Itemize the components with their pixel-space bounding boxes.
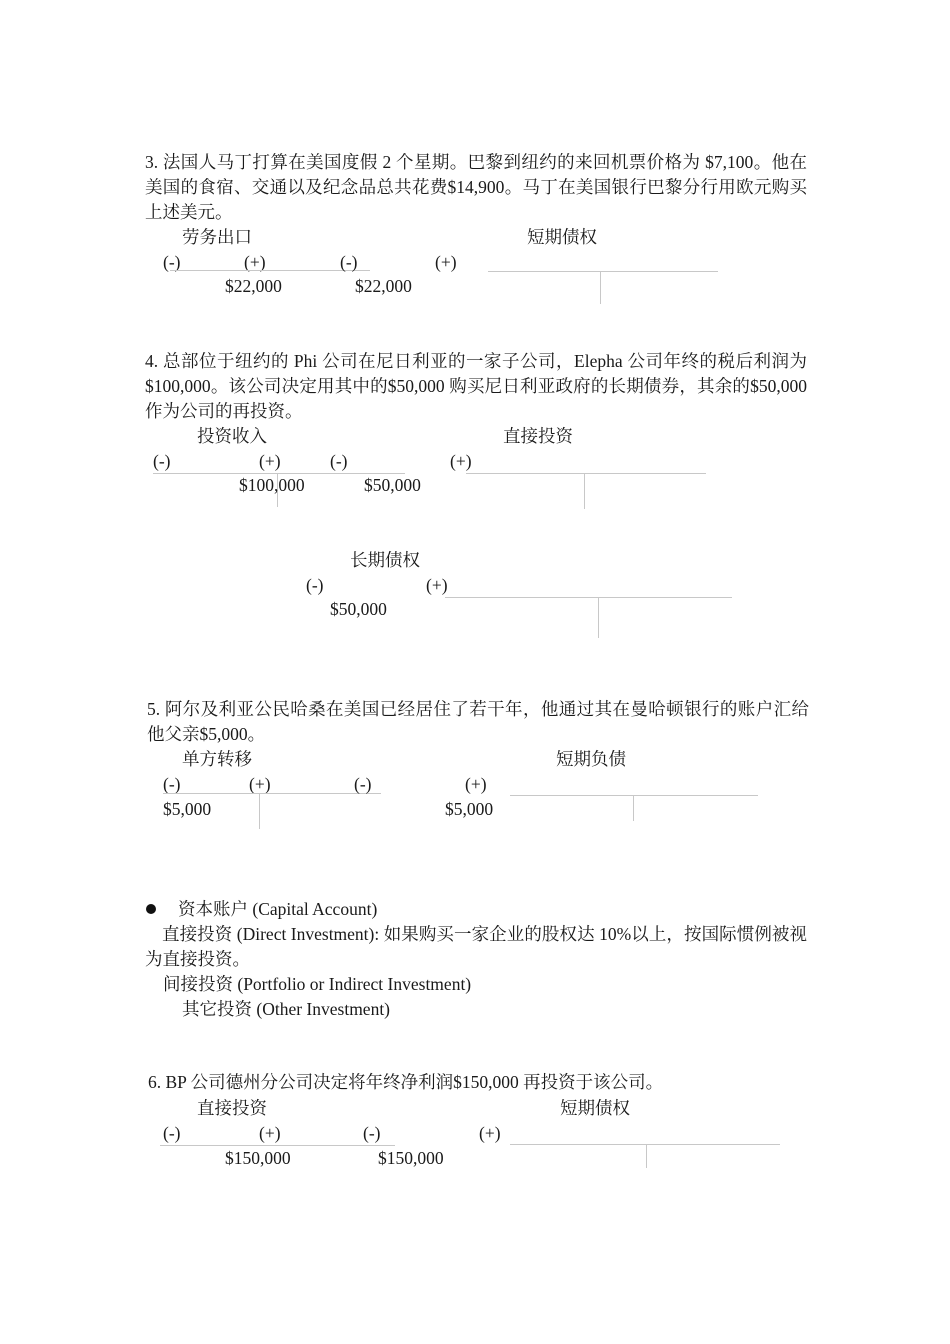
q6-right-debit-value: $150,000 <box>378 1148 444 1168</box>
q5-left-account-title: 单方转移 <box>182 749 252 769</box>
q5-left-debit-value: $5,000 <box>163 799 212 819</box>
q6-left-debit-sign: (-) <box>163 1123 181 1143</box>
q6-text: 6. BP 公司德州分公司决定将年终净利润$150,000 再投资于该公司。 <box>148 1072 664 1092</box>
q3-right-account-title: 短期债权 <box>527 227 597 247</box>
q4-right-debit-sign: (-) <box>330 451 348 471</box>
q6-right-account-title: 短期债权 <box>560 1098 630 1118</box>
q6-right-credit-sign: (+) <box>479 1123 501 1143</box>
q4-left-debit-sign: (-) <box>153 451 171 471</box>
q4-bottom-debit-value: $50,000 <box>330 599 387 619</box>
capital-other: 其它投资 (Other Investment) <box>182 999 391 1019</box>
q4-left-account-title: 投资收入 <box>197 426 267 446</box>
q3-right-debit-sign: (-) <box>340 252 358 272</box>
q6-right-debit-sign: (-) <box>363 1123 381 1143</box>
q3-right-debit-value: $22,000 <box>355 276 412 296</box>
q3-right-credit-sign: (+) <box>435 252 457 272</box>
q3-left-debit-sign: (-) <box>163 252 181 272</box>
q4-right-t-line <box>466 473 706 474</box>
q5-right-debit-sign: (-) <box>354 774 372 794</box>
q3-left-credit-sign: (+) <box>244 252 266 272</box>
q6-left-credit-value: $150,000 <box>225 1148 291 1168</box>
q6-left-t-line <box>160 1145 395 1146</box>
q4-right-t-divider <box>584 474 585 509</box>
capital-direct: 直接投资 (Direct Investment): 如果购买一家企业的股权达 10%以上，按国际惯例被视为直接投资。 <box>145 924 807 969</box>
q5-text: 5. 阿尔及利亚公民哈桑在美国已经居住了若干年，他通过其在曼哈顿银行的账户汇给他父亲$5,000。 <box>147 699 809 744</box>
q4-left-t-line <box>153 473 405 474</box>
capital-portfolio: 间接投资 (Portfolio or Indirect Investment) <box>163 974 472 994</box>
capital-heading: 资本账户 (Capital Account) <box>178 899 378 919</box>
q5-right-account-title: 短期负债 <box>556 749 626 769</box>
q4-left-credit-value: $100,000 <box>239 475 305 495</box>
q4-right-credit-sign: (+) <box>450 451 472 471</box>
q4-text: 4. 总部位于纽约的 Phi 公司在尼日利亚的一家子公司，Elepha 公司年终的税后利润为$100,000。该公司决定用其中的$50,000 购买尼日利亚政府的长期债券，其余的$50,000 作为公司的再投资。 <box>145 351 807 421</box>
q5-right-t-line <box>510 795 758 796</box>
q5-left-debit-sign: (-) <box>163 774 181 794</box>
q6-left-credit-sign: (+) <box>259 1123 281 1143</box>
q6-right-t-divider <box>646 1145 647 1168</box>
q4-bottom-t-line <box>445 597 732 598</box>
q3-right-t-divider <box>600 272 601 304</box>
q3-right-t-line <box>488 271 718 272</box>
q4-bottom-debit-sign: (-) <box>306 575 324 595</box>
q5-left-credit-sign: (+) <box>249 774 271 794</box>
q4-bottom-t-divider <box>598 598 599 638</box>
q6-right-t-line <box>510 1144 780 1145</box>
q5-right-t-divider <box>633 796 634 821</box>
q3-text: 3. 法国人马丁打算在美国度假 2 个星期。巴黎到纽约的来回机票价格为 $7,100。他在美国的食宿、交通以及纪念品总共花费$14,900。马丁在美国银行巴黎分行用欧元购买上述美元。 <box>145 152 807 222</box>
q4-left-credit-sign: (+) <box>259 451 281 471</box>
q4-bottom-credit-sign: (+) <box>426 575 448 595</box>
q5-right-credit-value: $5,000 <box>445 799 494 819</box>
q3-left-account-title: 劳务出口 <box>182 227 252 247</box>
q4-bottom-account-title: 长期债权 <box>350 550 420 570</box>
q5-left-t-line <box>163 793 381 794</box>
q4-right-account-title: 直接投资 <box>503 426 573 446</box>
q4-right-debit-value: $50,000 <box>364 475 421 495</box>
bullet-icon <box>146 904 156 914</box>
q5-right-credit-sign: (+) <box>465 774 487 794</box>
q6-left-account-title: 直接投资 <box>197 1098 267 1118</box>
q3-left-credit-value: $22,000 <box>225 276 282 296</box>
q5-left-t-divider <box>259 794 260 829</box>
